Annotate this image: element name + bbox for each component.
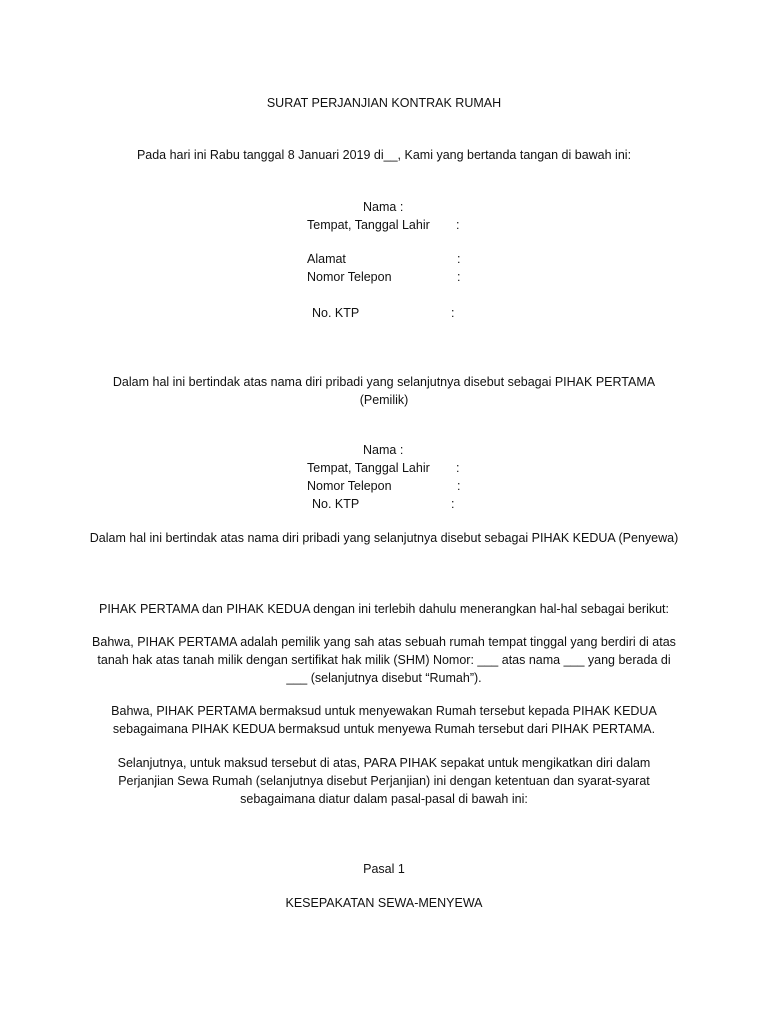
para2-line: sebagaimana PIHAK KEDUA bermaksud untuk menyewa Rumah tersebut dari PIHAK PERTAMA. <box>112 722 656 736</box>
para3-line: Perjanjian Sewa Rumah (selanjutnya disebut Perjanjian) ini dengan ketentuan dan syarat-syarat <box>118 774 650 788</box>
party2-ttl-colon: : <box>456 461 460 475</box>
party1-telepon-colon: : <box>457 270 461 284</box>
party1-ttl-colon: : <box>456 218 460 232</box>
party2-telepon-colon: : <box>457 479 461 493</box>
para1-line: ___ (selanjutnya disebut “Rumah”). <box>286 671 482 685</box>
party2-role-line: Dalam hal ini bertindak atas nama diri pribadi yang selanjutnya disebut sebagai PIHAK KEDUA (Penyewa) <box>89 531 679 545</box>
party1-ttl-label: Tempat, Tanggal Lahir <box>307 218 430 232</box>
pasal-title: KESEPAKATAN SEWA-MENYEWA <box>285 896 483 910</box>
opening-statement: Pada hari ini Rabu tanggal 8 Januari 2019 di__, Kami yang bertanda tangan di bawah ini: <box>136 148 632 162</box>
para3-line: sebagaimana diatur dalam pasal-pasal di bawah ini: <box>240 792 528 806</box>
para2-line: Bahwa, PIHAK PERTAMA bermaksud untuk menyewakan Rumah tersebut kepada PIHAK KEDUA <box>111 704 657 718</box>
party1-nama-label: Nama : <box>363 200 404 214</box>
para1-line: tanah hak atas tanah milik dengan sertifikat hak milik (SHM) Nomor: ___ atas nama ___ yang berada di <box>97 653 671 667</box>
document-title: SURAT PERJANJIAN KONTRAK RUMAH <box>266 96 502 110</box>
para1-line: Bahwa, PIHAK PERTAMA adalah pemilik yang sah atas sebuah rumah tempat tinggal yang berdiri di atas <box>92 635 676 649</box>
party1-telepon-label: Nomor Telepon <box>307 270 392 284</box>
party1-role-line2: (Pemilik) <box>359 393 409 407</box>
party1-role-line1: Dalam hal ini bertindak atas nama diri pribadi yang selanjutnya disebut sebagai PIHAK PERTAMA <box>112 375 656 389</box>
party2-telepon-label: Nomor Telepon <box>307 479 392 493</box>
party2-ktp-colon: : <box>451 497 455 511</box>
party2-ttl-label: Tempat, Tanggal Lahir <box>307 461 430 475</box>
intro-statement: PIHAK PERTAMA dan PIHAK KEDUA dengan ini terlebih dahulu menerangkan hal-hal sebagai berikut: <box>98 602 669 616</box>
pasal-number: Pasal 1 <box>363 862 405 876</box>
party1-alamat-label: Alamat <box>307 252 346 266</box>
party2-nama-label: Nama : <box>363 443 404 457</box>
party1-ktp-label: No. KTP <box>312 306 360 320</box>
party2-ktp-label: No. KTP <box>312 497 360 511</box>
party1-alamat-colon: : <box>457 252 461 266</box>
party1-ktp-colon: : <box>451 306 455 320</box>
para3-line: Selanjutnya, untuk maksud tersebut di atas, PARA PIHAK sepakat untuk mengikatkan diri dalam <box>117 756 651 770</box>
